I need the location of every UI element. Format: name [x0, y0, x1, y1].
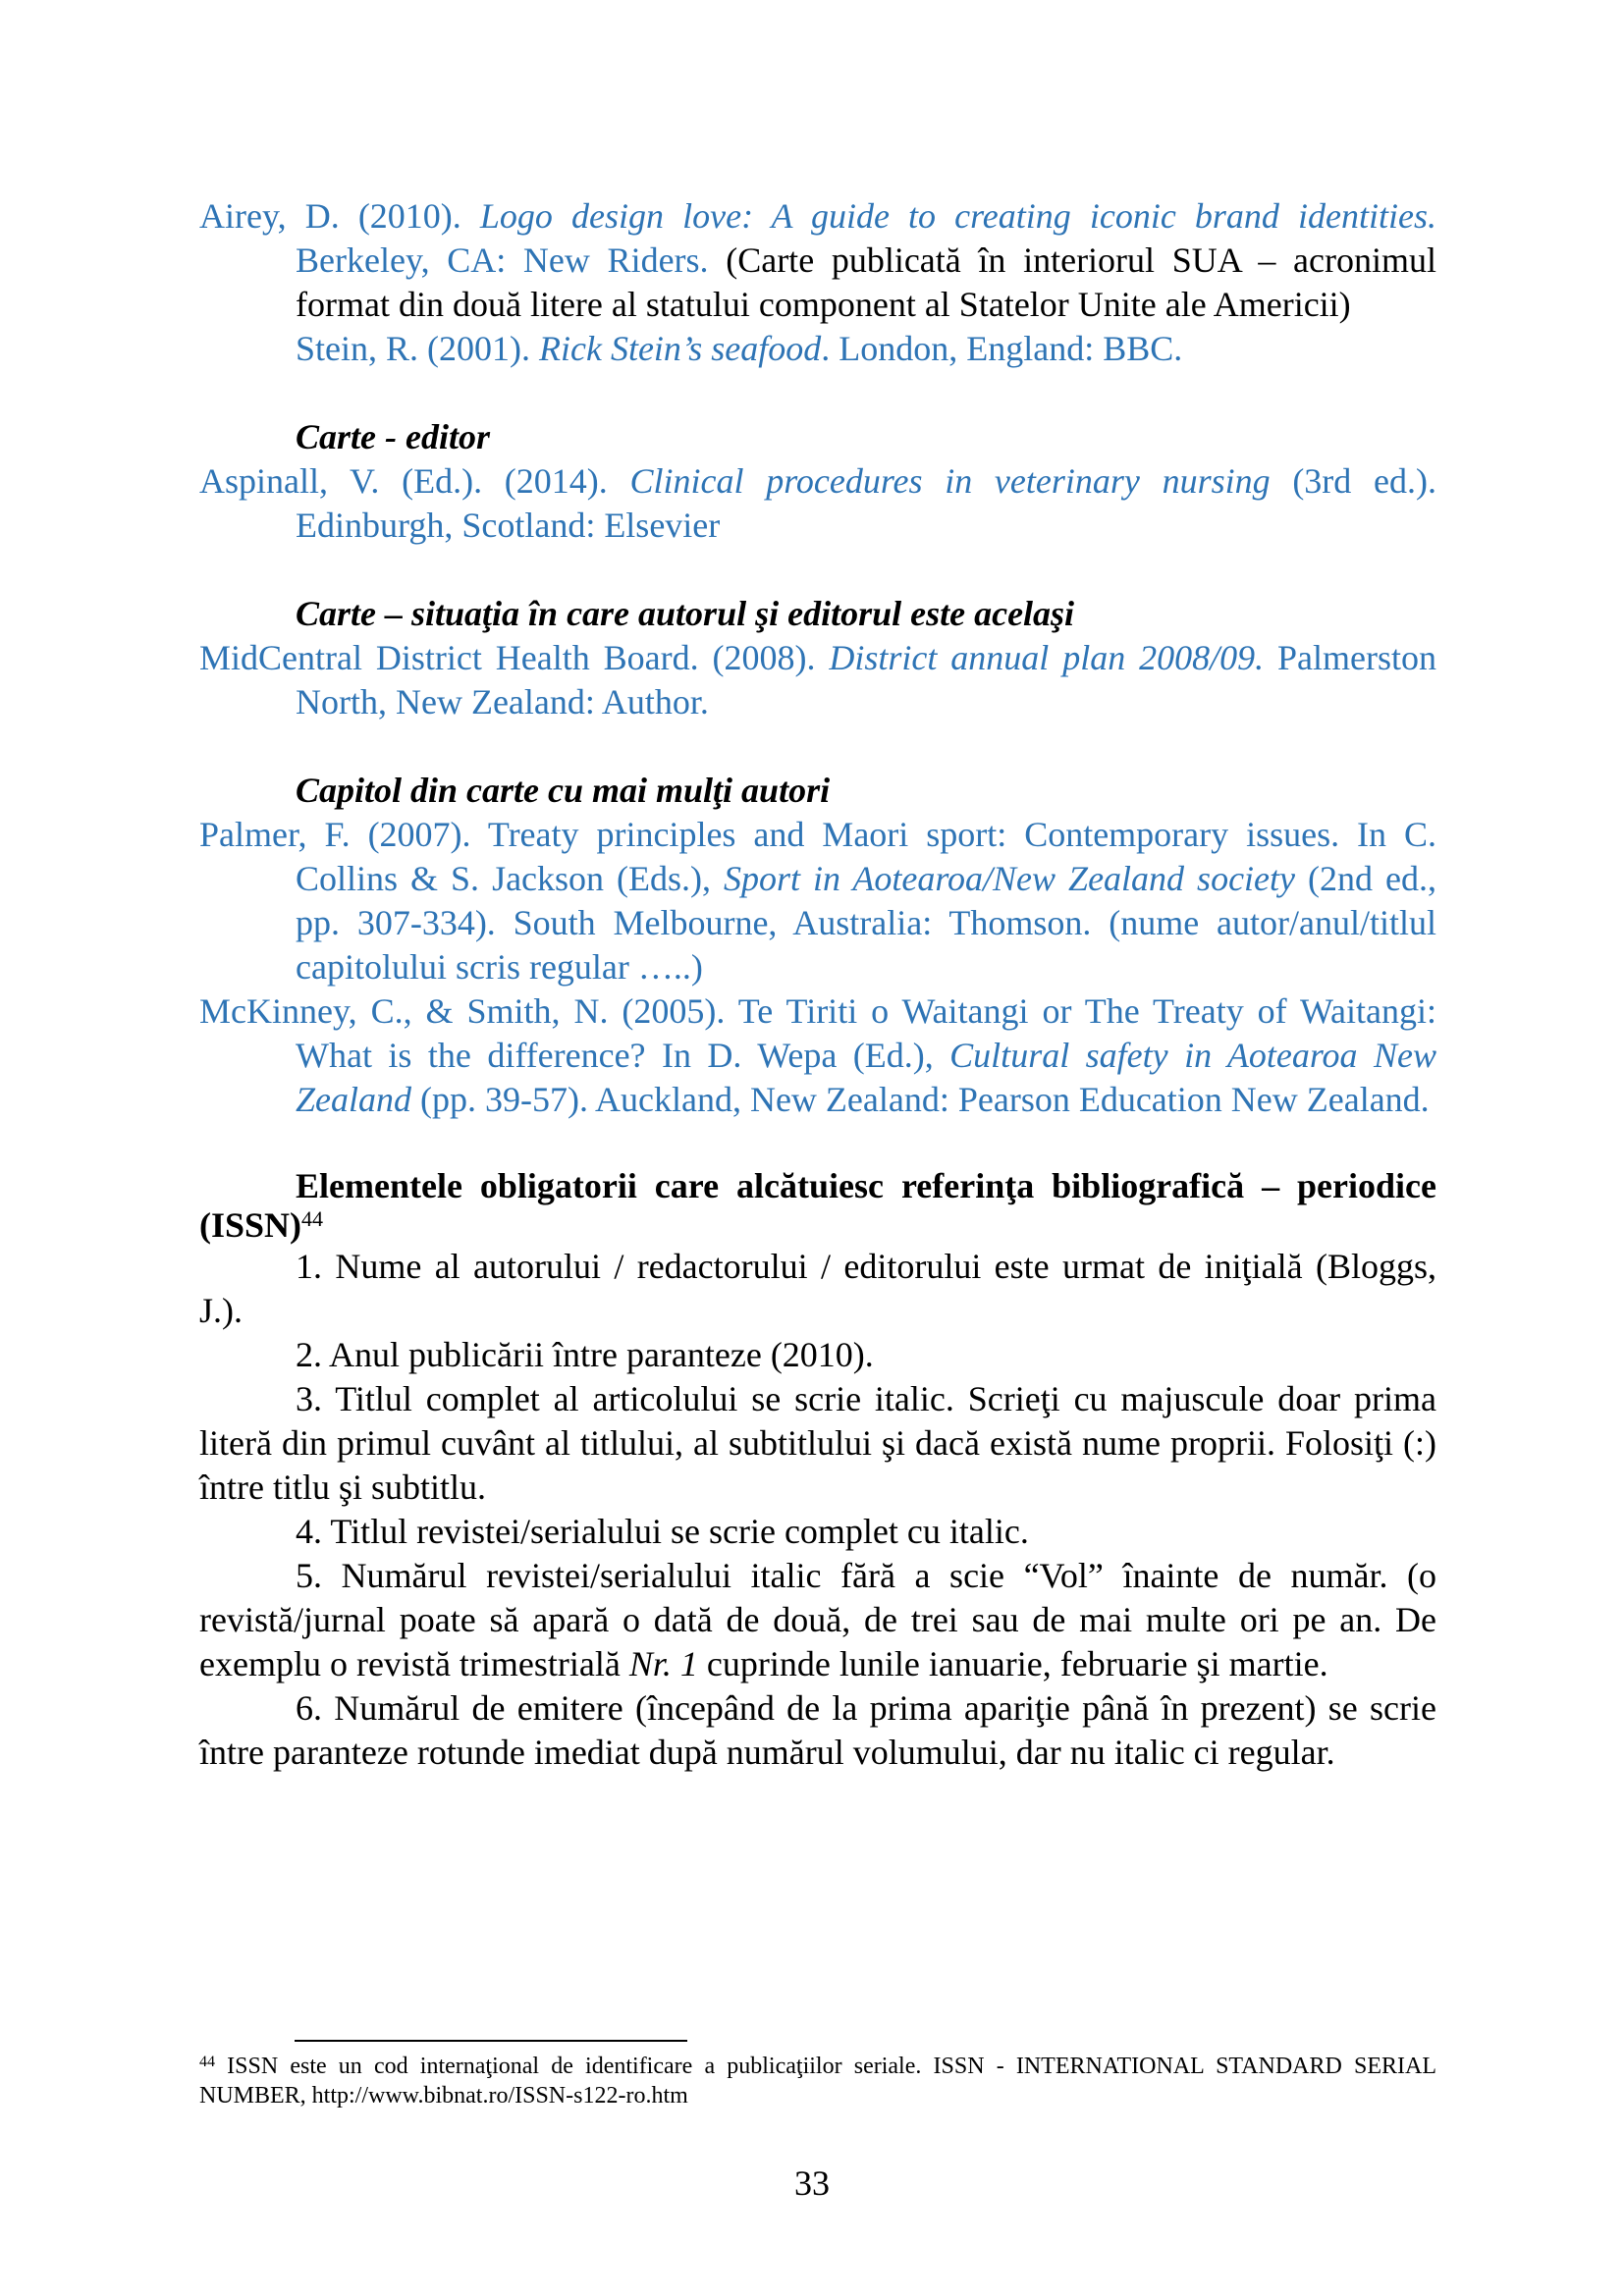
page-body	[199, 194, 1436, 1775]
reference-aspinall	[199, 459, 1436, 548]
footnote-text: ISSN este un cod internaţional de identificare a publicaţiilor seriale. ISSN - INTERNATIONAL STANDARD SERIAL NUMBER, http://www.bibnat.ro/ISSN-s122-ro.htm	[199, 2054, 1436, 2109]
reference-airey	[199, 194, 1436, 327]
item-text: 5. Numărul revistei/serialului italic fără a scie “Vol” înainte de număr. (o revistă/jurnal poate să apară o dată de două, de trei sau de mai multe ori pe an. De exemplu o revistă trimestrială	[199, 1556, 1436, 1683]
ref-text: Airey, D. (2010).	[199, 196, 480, 236]
section-title-text: Elementele obligatorii care alcătuiesc referinţa bibliografică – periodice (ISSN)	[199, 1166, 1436, 1245]
heading-chapter: Capitol din carte cu mai mulţi autori	[296, 771, 831, 810]
ref-title: District annual plan 2008/09.	[829, 638, 1265, 677]
ref-text: MidCentral District Health Board. (2008).	[199, 638, 830, 677]
ref-note: (Carte publicată în interiorul SUA – acronimul format din două litere al statului component al Statelor Unite ale Americii)	[296, 240, 1437, 324]
ref-title: Clinical procedures in veterinary nursing	[629, 461, 1271, 501]
ref-text: Palmer, F. (2007). Treaty principles and Maori sport: Contemporary issues. In C. Collins & S. Jackson (Eds.),	[199, 815, 1436, 898]
ref-title: Sport in Aotearoa/New Zealand society	[724, 859, 1296, 898]
ref-text: Palmerston North, New Zealand: Author.	[296, 638, 1436, 721]
page-number: 33	[794, 2163, 830, 2203]
ref-text: (3rd ed.). Edinburgh, Scotland: Elsevier	[296, 461, 1436, 545]
list-item: 3. Titlul complet al articolului se scrie italic. Scrieţi cu majuscule doar prima literă din primul cuvânt al titlului, al subtitlului şi dacă există nume proprii. Folosiţi (:) între titlu şi subtitlu.	[199, 1379, 1436, 1507]
section-title	[199, 1166, 1436, 1245]
ref-text: (2nd ed., pp. 307-334). South Melbourne, Australia: Thomson. (nume autor/anul/titlul capitolului scris regular …..)	[296, 859, 1436, 987]
list-item: 4. Titlul revistei/serialului se scrie complet cu italic.	[296, 1512, 1029, 1551]
footnote-divider	[295, 2040, 687, 2042]
ref-title: Rick Stein’s seafood	[539, 329, 822, 368]
ref-text: (pp. 39-57). Auckland, New Zealand: Pearson Education New Zealand.	[411, 1080, 1430, 1119]
list-item: 6. Numărul de emitere (începând de la prima apariţie până în prezent) se scrie între paranteze rotunde imediat după numărul volumului, dar nu italic ci regular.	[199, 1688, 1436, 1772]
ref-text: Berkeley, CA: New Riders.	[296, 240, 709, 280]
heading-author-editor-same: Carte – situaţia în care autorul şi editorul este acelaşi	[296, 594, 1075, 633]
footnote-mark: 44	[199, 2054, 215, 2070]
list-item	[199, 1554, 1436, 1686]
reference-mckinney	[199, 989, 1436, 1122]
ref-text: McKinney, C., & Smith, N. (2005). Te Tiriti o Waitangi or The Treaty of Waitangi: What is the difference? In D. Wepa (Ed.),	[199, 991, 1436, 1075]
reference-stein	[199, 327, 1436, 371]
ref-text: Aspinall, V. (Ed.). (2014).	[199, 461, 630, 501]
ref-title: Cultural safety in Aotearoa New Zealand	[296, 1036, 1436, 1119]
footnote-reference[interactable]: 44	[301, 1206, 324, 1231]
list-item: 2. Anul publicării între paranteze (2010).	[296, 1335, 874, 1374]
reference-midcentral	[199, 636, 1436, 724]
item-italic: Nr. 1	[628, 1644, 698, 1683]
ref-title: Logo design love: A guide to creating iconic brand identities.	[479, 196, 1436, 236]
reference-palmer	[199, 813, 1436, 989]
footnote	[199, 2052, 1436, 2110]
list-item: 1. Nume al autorului / redactorului / editorului este urmat de iniţială (Bloggs, J.).	[199, 1247, 1436, 1330]
ref-text: . London, England: BBC.	[821, 329, 1183, 368]
item-text: cuprinde lunile ianuarie, februarie şi martie.	[697, 1644, 1328, 1683]
ref-text: Stein, R. (2001).	[296, 329, 539, 368]
heading-carte-editor: Carte - editor	[296, 417, 490, 456]
